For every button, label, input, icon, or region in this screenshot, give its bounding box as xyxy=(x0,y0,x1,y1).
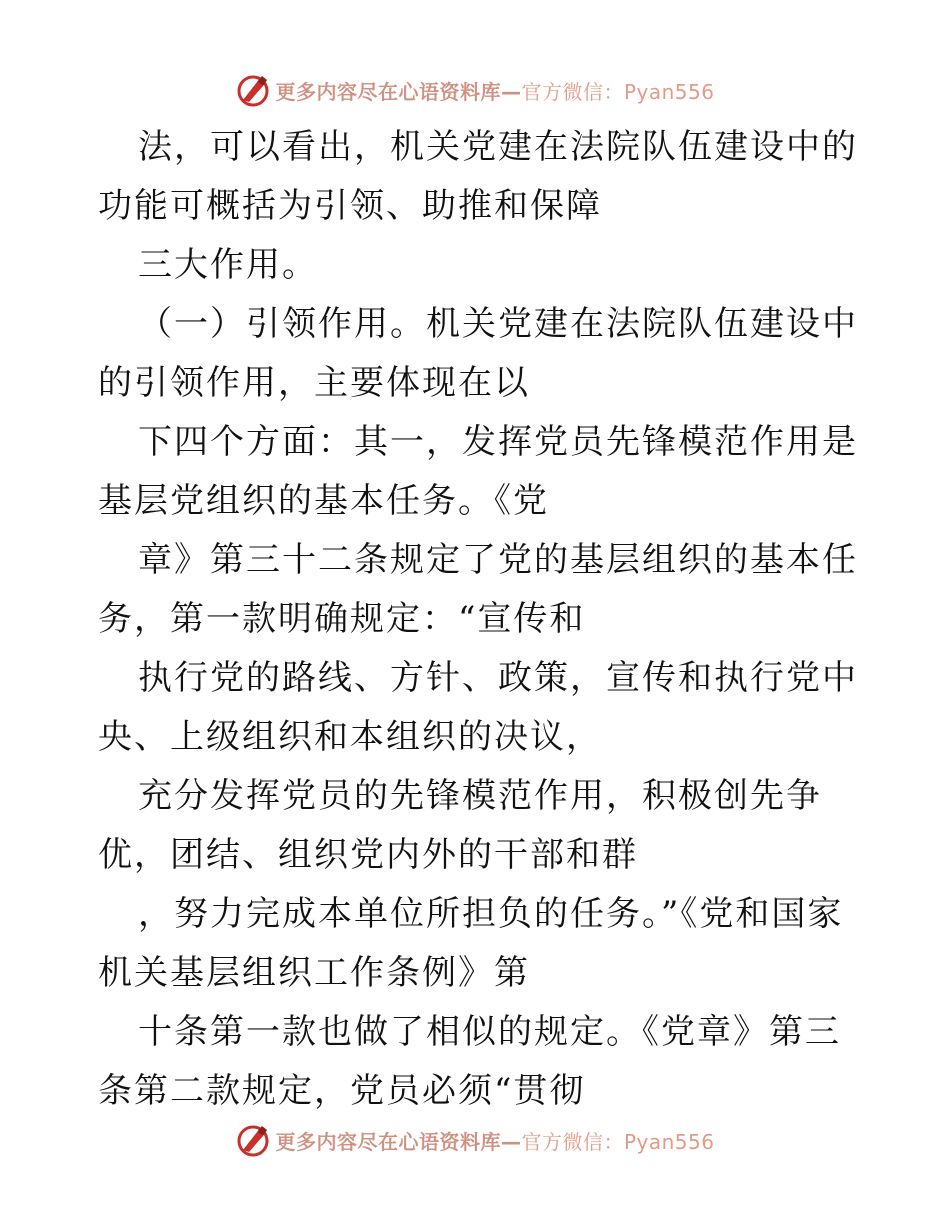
paragraph: 充分发挥党员的先锋模范作用，积极创先争优，团结、组织党内外的干部和群 xyxy=(98,776,822,875)
paragraph: 章》第三十二条规定了党的基层组织的基本任务，第一款明确规定：“宣传和 xyxy=(98,540,858,639)
document-body xyxy=(98,118,868,1121)
paragraph: 十条第一款也做了相似的规定。《党章》第三条第二款规定，党员必须“贯彻 xyxy=(98,1012,841,1111)
pen-logo-icon xyxy=(235,1122,271,1158)
footer-banner-text: 更多内容尽在心语资料库—官方微信：Pyan556 xyxy=(275,1129,715,1154)
paragraph: 三大作用。 xyxy=(138,245,318,285)
header-banner xyxy=(0,70,950,110)
paragraph: 法，可以看出，机关党建在法院队伍建设中的功能可概括为引领、助推和保障 xyxy=(98,127,858,226)
pen-logo-icon xyxy=(235,72,271,108)
header-banner-text: 更多内容尽在心语资料库—官方微信：Pyan556 xyxy=(275,79,715,104)
paragraph: （一）引领作用。机关党建在法院队伍建设中的引领作用，主要体现在以 xyxy=(98,304,858,403)
footer-banner xyxy=(0,1120,950,1160)
paragraph: 执行党的路线、方针、政策，宣传和执行党中央、上级组织和本组织的决议， xyxy=(98,658,858,757)
paragraph: 下四个方面：其一，发挥党员先锋模范作用是基层党组织的基本任务。《党 xyxy=(98,422,858,521)
paragraph: ，努力完成本单位所担负的任务。”《党和国家机关基层组织工作条例》第 xyxy=(98,894,844,993)
